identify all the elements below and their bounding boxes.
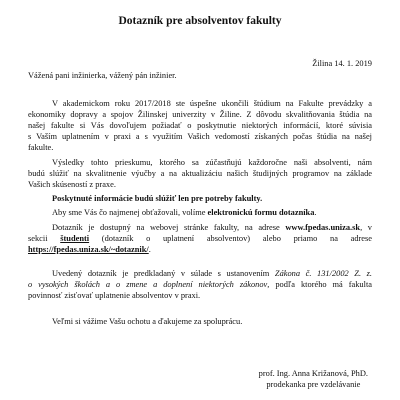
paragraph-purpose: Poskytnuté informácie budú slúžiť len pre potreby fakulty. (52, 194, 263, 203)
text-run: Aby sme Vás čo najmenej obťažovali, volíme (52, 208, 208, 217)
text-run: . (148, 245, 151, 254)
paragraph-line: V akademickom roku 2017/2018 ste úspešne ukončili štúdium na Fakulte prevádzky a (52, 99, 372, 108)
paragraph-line: Výsledky tohto prieskumu, ktorého sa zúčastňujú každoročne naši absolventi, nám (52, 158, 372, 167)
text-run: (dotazník o uplatnení absolventov) alebo priamo na adrese (89, 234, 372, 243)
letter-title: Dotazník pre absolventov fakulty (118, 15, 282, 27)
signature-name: prof. Ing. Anna Križanová, PhD. (258, 369, 368, 378)
paragraph-intro (28, 98, 372, 153)
paragraph-line: povinnosť zisťovať uplatnenie absolventov v praxi. (28, 291, 201, 300)
law-reference: Zákona č. 131/2002 Z. z. (274, 269, 372, 278)
salutation: Vážená pani inžinierka, vážený pán inžinier. (28, 71, 177, 80)
questionnaire-link[interactable]: https://fpedas.uniza.sk/~dotaznik/ (28, 245, 149, 254)
signature-role: prodekanka pre vzdelávanie (266, 380, 361, 389)
paragraph-results (28, 157, 372, 190)
letter-date: Žilina 14. 1. 2019 (312, 59, 372, 68)
paragraph-line (28, 244, 372, 255)
paragraph-line (28, 222, 372, 233)
paragraph-line: s Vaším uplatnením v praxi a s využitím Vašich vedomostí získaných počas štúdia na našej (28, 132, 372, 141)
text-run: Dotazník je dostupný na webovej stránke fakulty, na adrese (52, 223, 286, 232)
paragraph-line: ekonomiky dopravy a spojov Žilinskej univerzity v Žiline. Z dôvodu skvalitňovania štúdia na (28, 110, 372, 119)
paragraph-line (28, 233, 372, 244)
text-run: sekcii (28, 234, 61, 243)
paragraph-electronic-form (28, 207, 372, 218)
paragraph-line: budú slúžiť na skvalitnenie výučby a na aktualizáciu našich študijných programov na základe (28, 169, 372, 178)
signature-block (259, 368, 368, 390)
text-run: Uvedený dotazník je predkladaný v súlade s ustanovením (52, 269, 275, 278)
paragraph-thanks: Veľmi si vážime Vašu ochotu a ďakujeme za spoluprácu. (52, 317, 243, 326)
paragraph-availability (28, 222, 372, 255)
paragraph-line: fakulte. (28, 143, 54, 152)
electronic-form-text: elektronickú formu dotazníka (207, 208, 315, 217)
law-title: o vysokých školách a o zmene a doplnení niektorých zákonov (28, 280, 268, 289)
text-run: . (314, 208, 317, 217)
paragraph-line (28, 268, 372, 279)
paragraph-line (28, 279, 372, 290)
text-run: , v (360, 223, 372, 232)
faculty-website-link[interactable]: www.fpedas.uniza.sk (285, 223, 361, 232)
students-section-link[interactable]: študenti (60, 234, 90, 243)
text-run: , podľa ktorého má fakulta (267, 280, 372, 289)
paragraph-line: Vašich skúseností z praxe. (28, 180, 116, 189)
paragraph-legal (28, 268, 372, 301)
paragraph-line: našej fakulte si Vás dovoľujem požiadať o poskytnutie niektorých informácií, ktoré súvisia (28, 121, 372, 130)
